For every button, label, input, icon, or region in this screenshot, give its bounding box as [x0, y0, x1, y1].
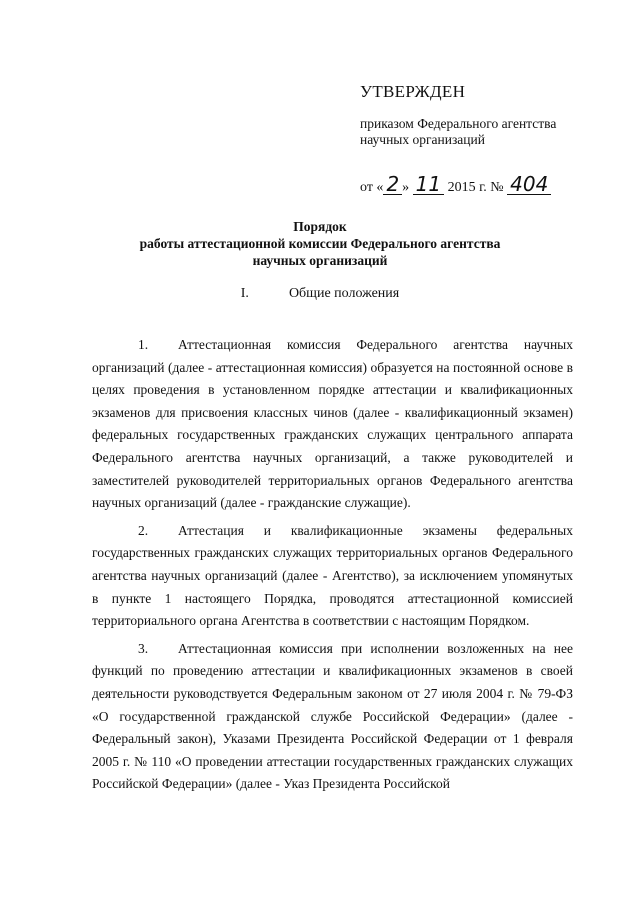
paragraph: [92, 638, 573, 796]
section-heading: [0, 286, 640, 302]
paragraph-text: Аттестационная комиссия при исполнении возложенных на нее функций по проведению аттестации и квалификационных экзаменов в своей деятельности руководствуется Федеральным законом от 27 июля 2004 г. № 79-ФЗ «О государственной гражданской службе Российской Федерации» (далее - Федеральный закон), Указами Президента Российской Федерации от 1 февраля 2005 г. № 110 «О проведении аттестации государственных гражданских служащих Российской Федерации» (далее - Указ Президента Российской: [92, 640, 573, 792]
section-number: I.: [240, 286, 249, 301]
paragraph-number: 1.: [138, 337, 149, 352]
title-line-3: научных организаций: [252, 253, 388, 268]
paragraph: [92, 520, 573, 633]
paragraph: [92, 334, 573, 515]
section-title: Общие положения: [288, 286, 400, 301]
order-line-2: научных организаций: [360, 132, 485, 147]
paragraph-text: Аттестационная комиссия Федерального агентства научных организаций (далее - аттестационная комиссия) образуется на постоянной основе в целях проведения в установленном порядке аттестации и квалификационных экзаменов для присвоения классных чинов (далее - квалификационный экзамен) федеральных государственных гражданских служащих центрального аппарата Федерального агентства научных организаций, а также руководителей и заместителей руководителей территориальных органов Федерального агентства научных организаций (далее - гражданские служащие).: [92, 337, 573, 511]
date-month: 11: [413, 174, 444, 195]
document-body: [92, 334, 573, 801]
title-line-1: Порядок: [293, 219, 347, 234]
title-line-2: работы аттестационной комиссии Федерального агентства: [139, 236, 501, 251]
date-prefix: от «: [360, 180, 384, 195]
paragraph-text: Аттестация и квалификационные экзамены федеральных государственных гражданских служащих территориальных органов Федерального агентства научных организаций (далее - Агентство), за исключением упомянутых в пункте 1 настоящего Порядка, проводятся аттестационной комиссией территориального органа Агентства в соответствии с настоящим Порядком.: [92, 522, 573, 629]
order-line-1: приказом Федерального агентства: [360, 116, 557, 131]
paragraph-number: 2.: [138, 522, 149, 538]
paragraph-number: 3.: [138, 640, 149, 656]
order-number: 404: [507, 174, 551, 195]
date-mid: »: [402, 180, 410, 195]
approved-heading: УТВЕРЖДЕН: [360, 82, 466, 101]
date-day: 2: [383, 174, 402, 195]
approval-block: [360, 82, 620, 196]
order-date-line: [360, 174, 620, 196]
date-year: 2015 г. №: [447, 180, 504, 195]
order-reference: [360, 116, 620, 148]
document-title: [0, 218, 640, 269]
